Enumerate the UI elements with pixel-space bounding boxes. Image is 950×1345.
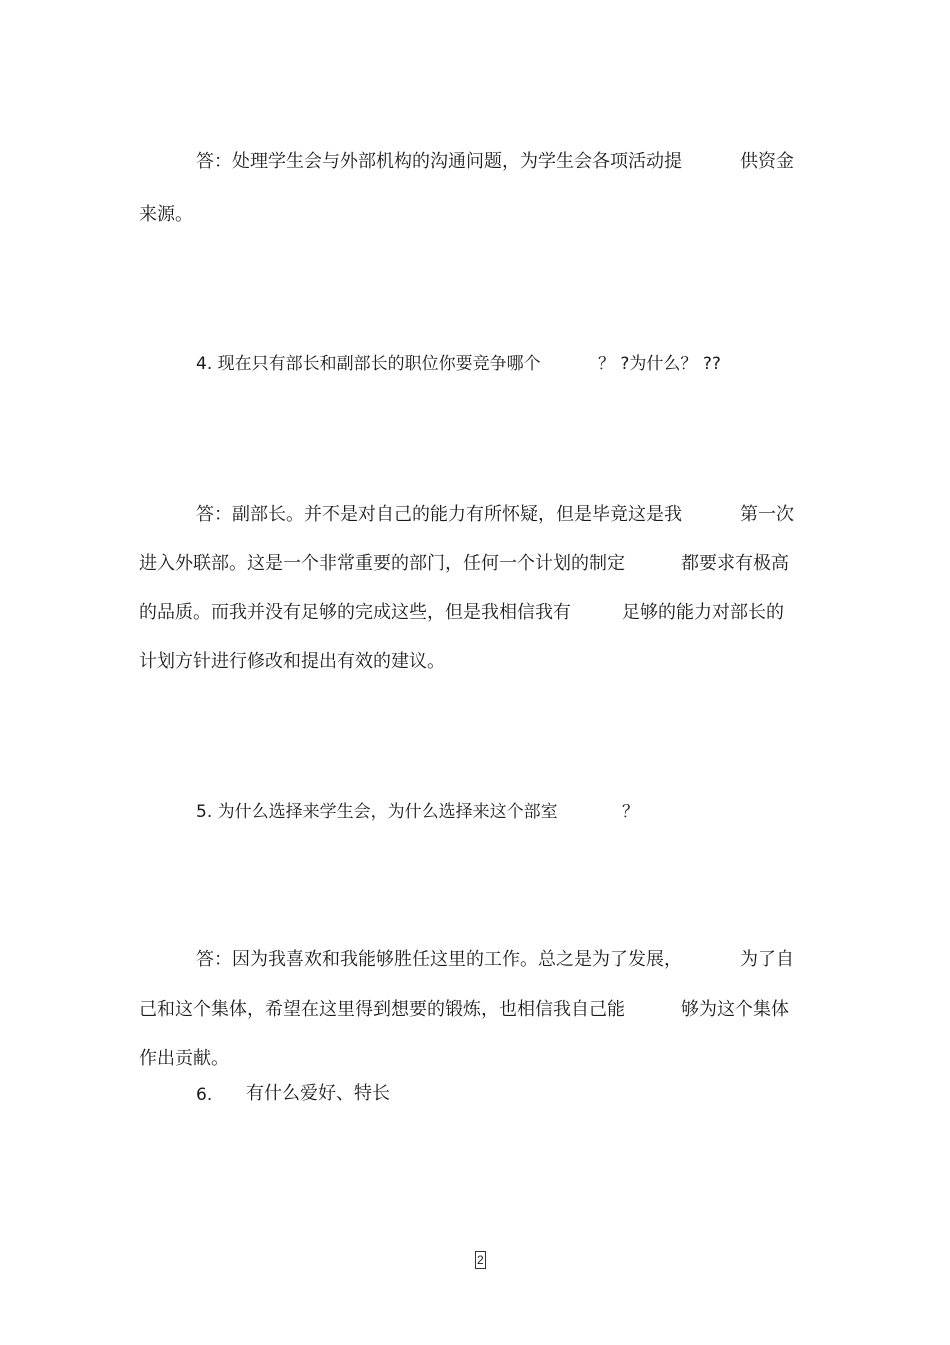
question-4: 4. 现在只有部长和副部长的职位你要竞争哪个	[196, 354, 541, 374]
answer-3-line-2: 来源。	[139, 204, 193, 225]
question-4-suffix: ？ ?为什么？ ??	[598, 354, 721, 374]
answer-4-line-2b: 都要求有极高	[681, 553, 789, 574]
answer-4-line-1a: 答：副部长。并不是对自己的能力有所怀疑，但是毕竟这是我	[196, 504, 682, 525]
question-5: 5. 为什么选择来学生会，为什么选择来这个部室	[196, 802, 558, 822]
answer-4-line-3a: 的品质。而我并没有足够的完成这些，但是我相信我有	[139, 602, 571, 623]
answer-4-line-1b: 第一次	[740, 504, 794, 525]
answer-3-line-1b: 供资金	[740, 151, 794, 172]
answer-4-line-2a: 进入外联部。这是一个非常重要的部门，任何一个计划的制定	[139, 553, 625, 574]
answer-4-line-4: 计划方针进行修改和提出有效的建议。	[139, 651, 445, 672]
answer-5-line-1a: 答：因为我喜欢和我能够胜任这里的工作。总之是为了发展，	[196, 949, 682, 970]
answer-5-line-2a: 己和这个集体，希望在这里得到想要的锻炼，也相信我自己能	[139, 999, 625, 1020]
answer-5-line-3: 作出贡献。	[139, 1048, 229, 1069]
question-6-number: 6.	[196, 1085, 213, 1105]
question-5-suffix: ？	[622, 802, 639, 822]
answer-5-line-1b: 为了自	[740, 949, 794, 970]
answer-3-line-1a: 答：处理学生会与外部机构的沟通问题，为学生会各项活动提	[196, 151, 682, 172]
answer-5-line-2b: 够为这个集体	[681, 999, 789, 1020]
question-6: 有什么爱好、特长	[246, 1083, 390, 1104]
answer-4-line-3b: 足够的能力对部长的	[622, 602, 784, 623]
page-number: 2	[477, 1253, 484, 1267]
